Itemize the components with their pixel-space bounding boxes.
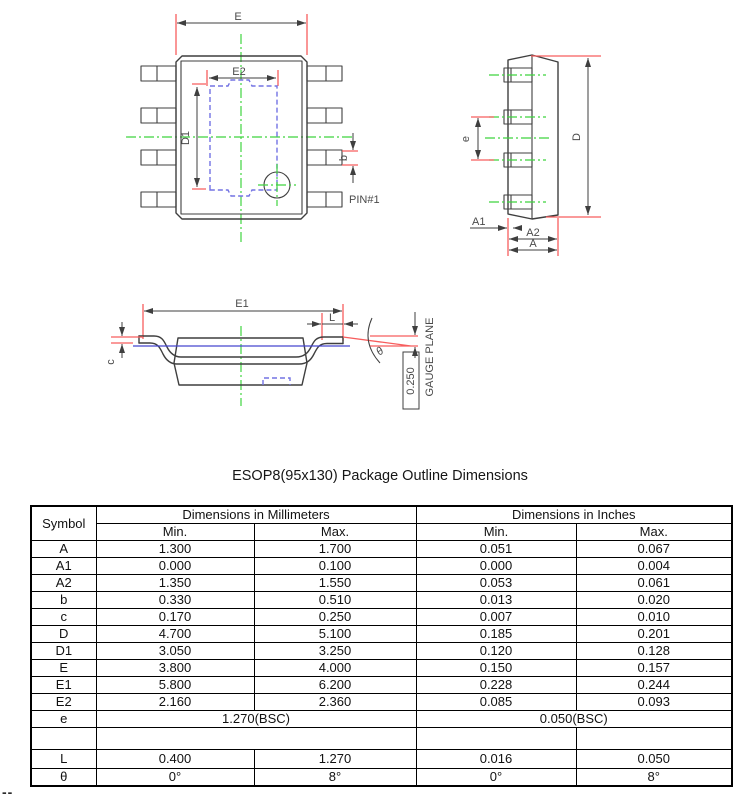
header-mm-min: Min. — [96, 523, 254, 540]
cell-in-max: 0.093 — [576, 693, 732, 710]
cell-in-min: 0.007 — [416, 608, 576, 625]
table-row — [31, 659, 732, 676]
cell-mm-min: 3.050 — [96, 642, 254, 659]
table-row — [31, 676, 732, 693]
cell-mm-min: 4.700 — [96, 625, 254, 642]
dim-label-E1: E1 — [235, 298, 249, 310]
dim-label-D1: D1 — [180, 130, 192, 146]
cell-in-min: 0.013 — [416, 591, 576, 608]
table-row — [31, 574, 732, 591]
extension-lines-c — [111, 337, 143, 343]
front-view — [105, 298, 436, 409]
table-row — [31, 768, 732, 786]
cell-mm-min: 2.160 — [96, 693, 254, 710]
dim-label-A: A — [529, 238, 537, 250]
cell-mm-min: 0.000 — [96, 557, 254, 574]
cell-mm-max: 1.700 — [254, 540, 416, 557]
header-in-min: Min. — [416, 523, 576, 540]
cell-in-max: 0.201 — [576, 625, 732, 642]
cell-mm-max: 0.510 — [254, 591, 416, 608]
cell-symbol: b — [31, 591, 96, 608]
table-row — [31, 625, 732, 642]
cell-mm-empty — [96, 727, 416, 749]
front-pad-notch — [263, 378, 290, 385]
table-row — [31, 557, 732, 574]
cell-in-max: 0.061 — [576, 574, 732, 591]
cell-symbol — [31, 727, 96, 749]
cell-in-min: 0.120 — [416, 642, 576, 659]
table-row — [31, 540, 732, 557]
pin1-center-cross — [258, 164, 296, 206]
header-mm-group: Dimensions in Millimeters — [96, 506, 416, 523]
cell-mm-bsc: 1.270(BSC) — [96, 710, 416, 727]
cell-mm-max: 0.100 — [254, 557, 416, 574]
side-view — [460, 55, 601, 256]
cell-in-max: 0.020 — [576, 591, 732, 608]
dim-label-E2: E2 — [232, 66, 246, 78]
cell-in-min: 0.016 — [416, 749, 576, 768]
cell-in-min: 0.150 — [416, 659, 576, 676]
cell-mm-min: 0.400 — [96, 749, 254, 768]
dim-label-A1: A1 — [472, 216, 486, 228]
table-row — [31, 642, 732, 659]
pin1-label: PIN#1 — [349, 194, 380, 206]
table-row — [31, 608, 732, 625]
cell-mm-min: 0.170 — [96, 608, 254, 625]
cell-symbol: E2 — [31, 693, 96, 710]
dimensions-table — [30, 505, 733, 787]
cell-in-min — [416, 727, 576, 749]
cell-in-max: 0.067 — [576, 540, 732, 557]
cell-in-max: 0.004 — [576, 557, 732, 574]
dim-label-e: e — [460, 135, 472, 143]
dim-label-D: D — [571, 133, 583, 141]
side-center-lines — [485, 75, 552, 202]
cell-symbol: E — [31, 659, 96, 676]
dim-label-c: c — [105, 359, 117, 365]
cell-in-min: 0.053 — [416, 574, 576, 591]
cell-mm-max: 2.360 — [254, 693, 416, 710]
cell-in-max: 0.157 — [576, 659, 732, 676]
cell-in-max: 0.128 — [576, 642, 732, 659]
cell-mm-min: 0.330 — [96, 591, 254, 608]
cell-mm-max: 3.250 — [254, 642, 416, 659]
cell-in-max: 0.050 — [576, 749, 732, 768]
gauge-offset-value: 0.250 — [405, 367, 417, 395]
top-view — [126, 11, 380, 243]
cell-in-min: 0.185 — [416, 625, 576, 642]
header-mm-max: Max. — [254, 523, 416, 540]
cell-in-min: 0° — [416, 768, 576, 786]
cell-symbol: E1 — [31, 676, 96, 693]
cell-mm-max: 5.100 — [254, 625, 416, 642]
cell-mm-max: 1.550 — [254, 574, 416, 591]
cell-mm-max: 4.000 — [254, 659, 416, 676]
cell-symbol: A1 — [31, 557, 96, 574]
side-body-outline — [508, 55, 558, 219]
cell-in-bsc: 0.050(BSC) — [416, 710, 732, 727]
cell-symbol: A — [31, 540, 96, 557]
cell-in-min: 0.085 — [416, 693, 576, 710]
table-row — [31, 693, 732, 710]
dim-label-L: L — [328, 312, 336, 324]
exposed-pad-outline — [210, 80, 277, 196]
cell-in-max: 0.010 — [576, 608, 732, 625]
cell-symbol: c — [31, 608, 96, 625]
cell-in-max: 0.244 — [576, 676, 732, 693]
header-in-max: Max. — [576, 523, 732, 540]
extension-lines-D — [531, 56, 601, 217]
cell-in-min: 0.051 — [416, 540, 576, 557]
header-row-minmax — [31, 523, 732, 540]
header-row-groups — [31, 506, 732, 523]
cell-symbol: L — [31, 749, 96, 768]
cell-in-max: 8° — [576, 768, 732, 786]
dim-label-E: E — [234, 11, 242, 23]
dim-label-A2: A2 — [526, 227, 540, 239]
table-row — [31, 749, 732, 768]
cell-mm-min: 0° — [96, 768, 254, 786]
cell-mm-min: 3.800 — [96, 659, 254, 676]
cell-mm-max: 0.250 — [254, 608, 416, 625]
header-inch-group: Dimensions in Inches — [416, 506, 732, 523]
page-footer-mark: -- — [2, 784, 14, 800]
cell-symbol: D — [31, 625, 96, 642]
dim-label-theta: θ — [373, 345, 387, 359]
cell-mm-min: 1.350 — [96, 574, 254, 591]
cell-mm-max: 8° — [254, 768, 416, 786]
cell-symbol: θ — [31, 768, 96, 786]
table-row-empty — [31, 727, 732, 749]
theta-reference-lines — [343, 336, 418, 346]
header-symbol: Symbol — [31, 506, 96, 540]
cell-mm-min: 5.800 — [96, 676, 254, 693]
table-row — [31, 591, 732, 608]
cell-mm-max: 1.270 — [254, 749, 416, 768]
cell-symbol: D1 — [31, 642, 96, 659]
cell-mm-min: 1.300 — [96, 540, 254, 557]
gauge-plane-label: GAUGE PLANE — [424, 317, 436, 397]
cell-symbol: A2 — [31, 574, 96, 591]
cell-in-min: 0.228 — [416, 676, 576, 693]
cell-mm-max: 6.200 — [254, 676, 416, 693]
cell-symbol: e — [31, 710, 96, 727]
cell-in-max — [576, 727, 732, 749]
cell-in-min: 0.000 — [416, 557, 576, 574]
dim-label-b: b — [338, 154, 350, 162]
table-row-e — [31, 710, 732, 727]
page-title: ESOP8(95x130) Package Outline Dimensions — [232, 468, 528, 484]
